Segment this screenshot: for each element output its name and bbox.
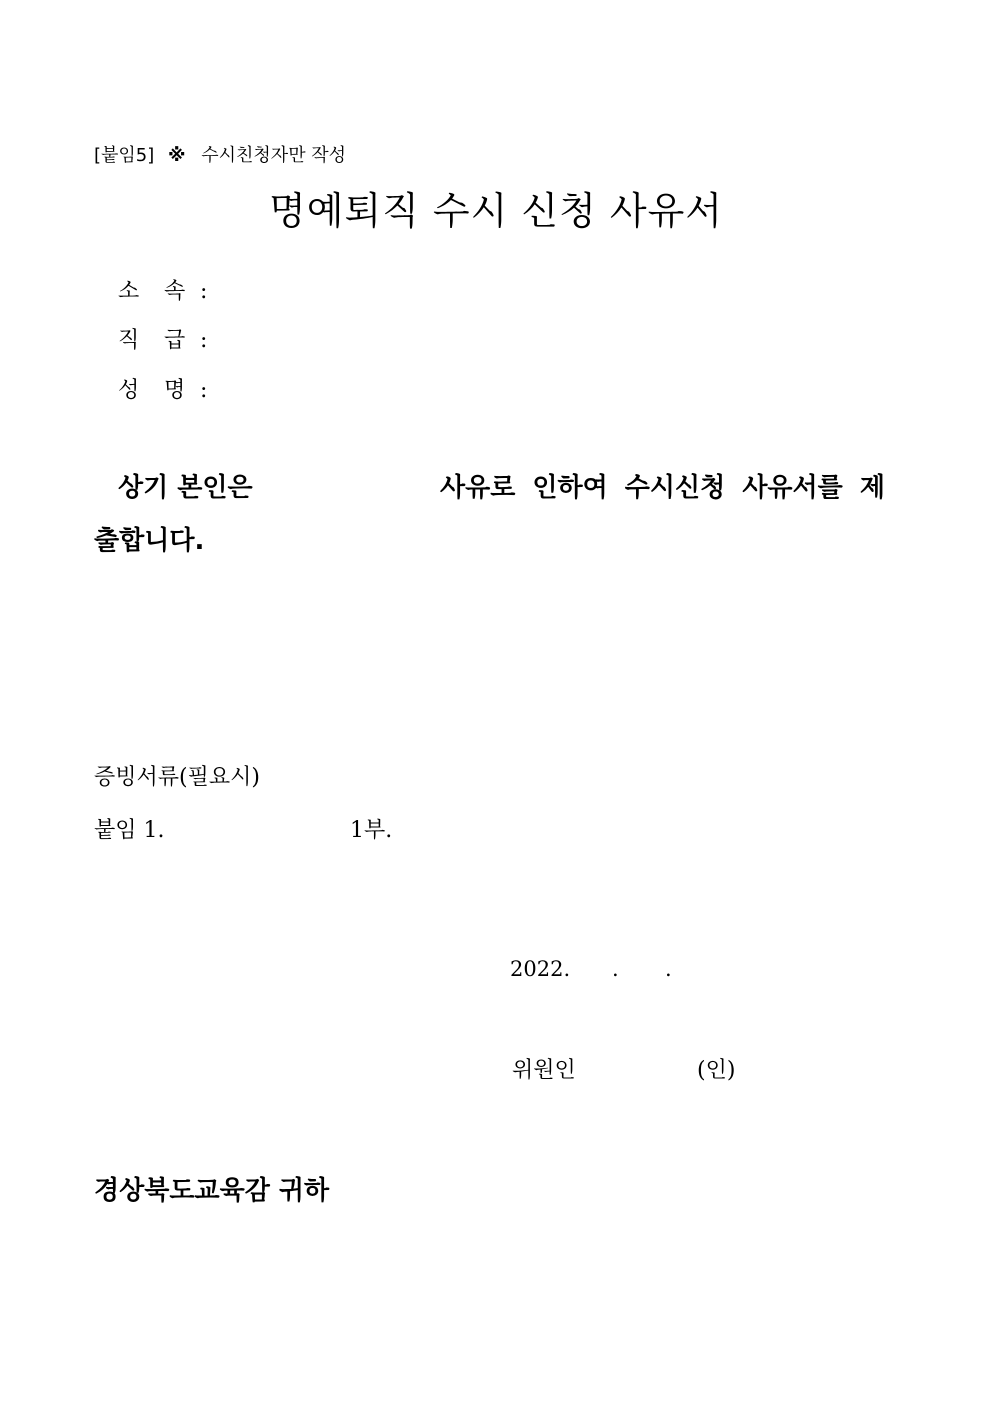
field-affiliation: [118, 274, 207, 305]
field-label-char: 소: [118, 279, 140, 304]
reference-mark-icon: ※: [168, 145, 186, 166]
field-label-char: 명: [164, 378, 186, 403]
applicant-label: 위원인: [512, 1058, 576, 1083]
header-note: [94, 141, 346, 167]
seal-label: (인): [697, 1058, 736, 1083]
evidence-heading: 증빙서류(필요시): [94, 765, 260, 790]
field-colon: :: [200, 279, 208, 304]
statement-part-3: 출합니다.: [94, 526, 205, 556]
statement-part-2: 사유로 인하여 수시신청 사유서를 제: [440, 473, 885, 503]
field-position: [118, 323, 207, 354]
addressee: 경상북도교육감 귀하: [94, 1176, 330, 1206]
date-day-dot: .: [665, 957, 672, 981]
date-year: 2022.: [510, 957, 571, 981]
field-name: [118, 373, 207, 404]
field-label-char: 직: [118, 328, 140, 353]
field-label-char: 성: [118, 378, 140, 403]
header-note-text: 수시친청자만 작성: [201, 145, 347, 166]
statement-part-1: 상기 본인은: [118, 473, 253, 503]
attachment-tag: [붙임5]: [94, 145, 155, 166]
field-label-char: 속: [164, 279, 186, 304]
field-colon: :: [200, 328, 208, 353]
attachment-copies: 1부.: [350, 818, 393, 843]
document-title: 명예퇴직 수시 신청 사유서: [268, 189, 724, 233]
attachment-label: 붙임 1.: [94, 818, 165, 843]
date-month-dot: .: [612, 957, 619, 981]
field-label-char: 급: [164, 328, 186, 353]
field-colon: :: [200, 378, 208, 403]
